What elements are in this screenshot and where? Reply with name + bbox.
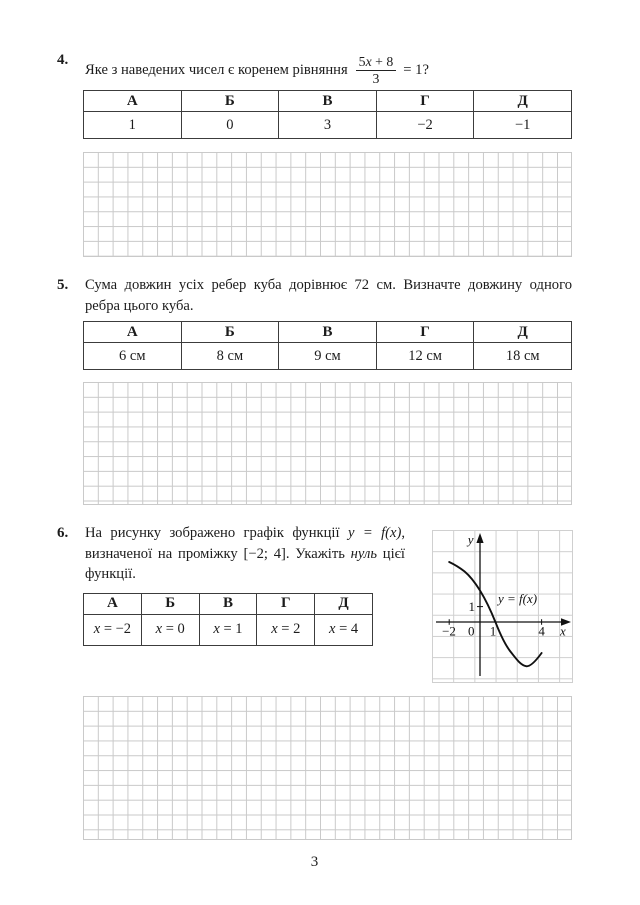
- option-letter: Д: [474, 91, 572, 112]
- option-letter: Г: [257, 593, 315, 614]
- question-6: [57, 523, 640, 683]
- option-value: x = 2: [257, 614, 315, 645]
- answer-value-row: [84, 112, 572, 139]
- option-letter: Д: [315, 593, 373, 614]
- fraction: [356, 54, 397, 87]
- question-4-number: 4.: [57, 52, 69, 68]
- answer-header-row: [84, 593, 373, 614]
- x-tick-label-minus2: −2: [442, 623, 456, 639]
- work-grid-q5: [83, 382, 572, 505]
- option-value: −1: [474, 112, 572, 139]
- answer-table-q4: [83, 90, 572, 139]
- question-6-text: На рисунку зображено графік функції y = f(x), визначеної на проміжку [−2; 4]. Укажіть нуль цієї функції.: [85, 525, 405, 582]
- function-graph-figure: [432, 530, 573, 683]
- answer-header-row: [84, 322, 572, 343]
- emphasized-word: нуль: [350, 545, 378, 562]
- option-letter: Д: [474, 322, 572, 343]
- option-value: x = 1: [199, 614, 257, 645]
- x-tick-label-1: 1: [489, 623, 497, 639]
- question-4-prompt: Яке з наведених чисел є коренем рівняння: [85, 61, 348, 78]
- y-axis-label: y: [467, 532, 474, 547]
- fraction-numerator: 5x + 8: [356, 54, 397, 71]
- x-axis-label: x: [560, 623, 566, 639]
- page-number: 3: [310, 854, 319, 870]
- question-4: [57, 50, 640, 257]
- option-letter: В: [279, 91, 377, 112]
- y-axis-arrow-icon: [476, 533, 483, 543]
- option-value: 1: [84, 112, 182, 139]
- option-letter: В: [279, 322, 377, 343]
- fraction-denominator: 3: [372, 70, 380, 86]
- option-letter: А: [84, 322, 182, 343]
- work-grid-q6: [83, 696, 572, 840]
- question-5-text: Сума довжин усіх ребер куба дорівнює 72 см. Визначте довжину одного ребра цього куба.: [85, 277, 572, 314]
- option-value: 9 см: [279, 343, 377, 370]
- option-letter: Г: [376, 91, 474, 112]
- option-value: x = −2: [84, 614, 142, 645]
- option-value: 0: [181, 112, 279, 139]
- option-letter: Б: [181, 322, 279, 343]
- option-value: 18 см: [474, 343, 572, 370]
- option-value: x = 0: [141, 614, 199, 645]
- answer-value-row: [84, 343, 572, 370]
- option-value: 3: [279, 112, 377, 139]
- option-letter: А: [84, 91, 182, 112]
- option-value: x = 4: [315, 614, 373, 645]
- option-value: 12 см: [376, 343, 474, 370]
- option-letter: Б: [181, 91, 279, 112]
- option-letter: Г: [376, 322, 474, 343]
- question-5: [57, 275, 640, 505]
- question-5-number: 5.: [57, 277, 69, 293]
- answer-table-q5: [83, 321, 572, 370]
- option-value: −2: [376, 112, 474, 139]
- math-expression: y = f(x): [347, 525, 402, 541]
- x-tick-label-4: 4: [538, 623, 545, 639]
- option-letter: Б: [141, 593, 199, 614]
- function-curve: [449, 562, 541, 666]
- option-value: 6 см: [84, 343, 182, 370]
- option-value: 8 см: [181, 343, 279, 370]
- question-4-text: [85, 50, 429, 90]
- answer-header-row: [84, 91, 572, 112]
- option-letter: В: [199, 593, 257, 614]
- origin-label: 0: [468, 623, 475, 639]
- question-6-number: 6.: [57, 525, 69, 541]
- curve-label: y = f(x): [498, 591, 538, 606]
- question-4-equation-tail: = 1?: [403, 61, 429, 78]
- y-tick-label-1: 1: [468, 599, 475, 614]
- work-grid-q4: [83, 152, 572, 257]
- answer-table-q6: [83, 593, 373, 646]
- option-letter: А: [84, 593, 142, 614]
- function-graph: [432, 530, 572, 682]
- answer-value-row: [84, 614, 373, 645]
